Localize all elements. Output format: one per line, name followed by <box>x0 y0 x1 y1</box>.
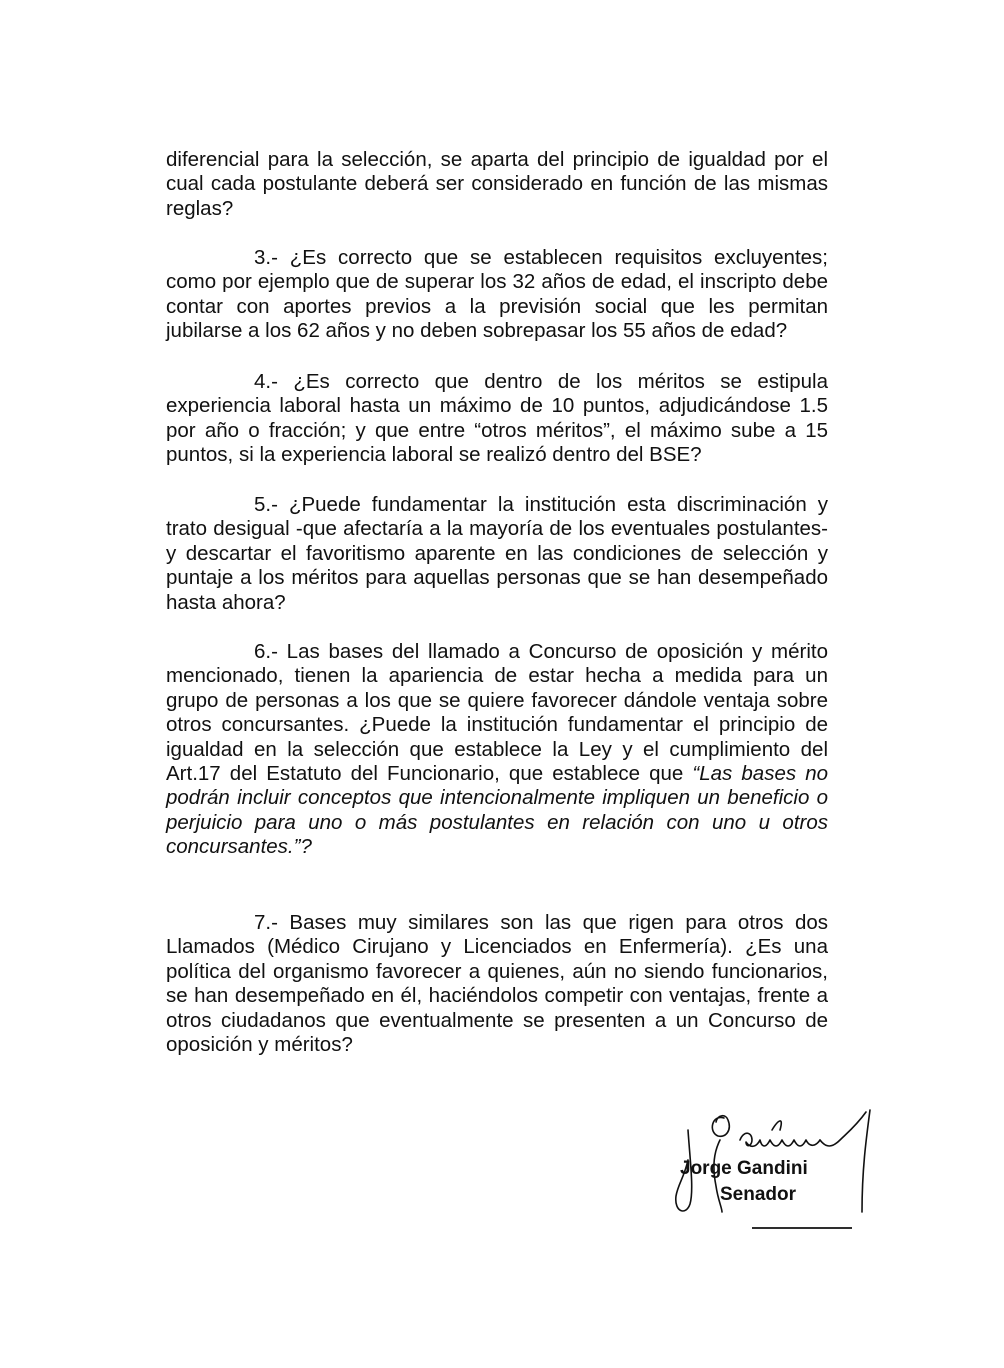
paragraph-continuation: diferencial para la selección, se aparta del principio de igualdad por el cual cada postulante deberá ser considerado en función de las mismas reglas? <box>166 148 828 220</box>
question-6-main-text: 6.- Las bases del llamado a Concurso de oposición y mérito mencionado, tienen la apariencia de estar hecha a medida para un grupo de personas a los que se quiere favorecer dándole ventaja sobre otros concursantes. ¿Puede la institución fundamentar el principio de igualdad en la selección que establece la Ley y el cumplimiento del Art.17 del Estatuto del Funcionario, que establece que <box>166 640 828 786</box>
question-6-quote: “Las bases no podrán incluir conceptos que intencionalmente impliquen un beneficio o perjuicio para uno o más postulantes en relación con uno u otros concursantes.”? <box>166 762 828 859</box>
signature-title: Senador <box>720 1184 797 1205</box>
question-5: 5.- ¿Puede fundamentar la institución esta discriminación y trato desigual -que afectaría a la mayoría de los eventuales postulantes- y descartar el favoritismo aparente en las condiciones de selección y puntaje a los méritos para aquellas personas que se han desempeñado hasta ahora? <box>166 493 828 614</box>
signature-block <box>660 1100 880 1240</box>
question-6 <box>166 640 828 860</box>
question-3: 3.- ¿Es correcto que se establecen requisitos excluyentes; como por ejemplo que de superar los 32 años de edad, el inscripto debe contar con aportes previos a la previsión social que les permitan jubilarse a los 62 años y no deben sobrepasar los 55 años de edad? <box>166 246 828 343</box>
question-7: 7.- Bases muy similares son las que rigen para otros dos Llamados (Médico Cirujano y Licenciados en Enfermería). ¿Es una política del organismo favorecer a quienes, aún no siendo funcionarios, se han desempeñado en él, haciéndolos competir con ventajas, frente a otros ciudadanos que eventualmente se presenten a un Concurso de oposición y méritos? <box>166 911 828 1057</box>
signature-name: Jorge Gandini <box>680 1158 808 1179</box>
question-4: 4.- ¿Es correcto que dentro de los méritos se estipula experiencia laboral hasta un máximo de 10 puntos, adjudicándose 1.5 por año o fracción; y que entre “otros méritos”, el máximo sube a 15 puntos, si la experiencia laboral se realizó dentro del BSE? <box>166 370 828 467</box>
